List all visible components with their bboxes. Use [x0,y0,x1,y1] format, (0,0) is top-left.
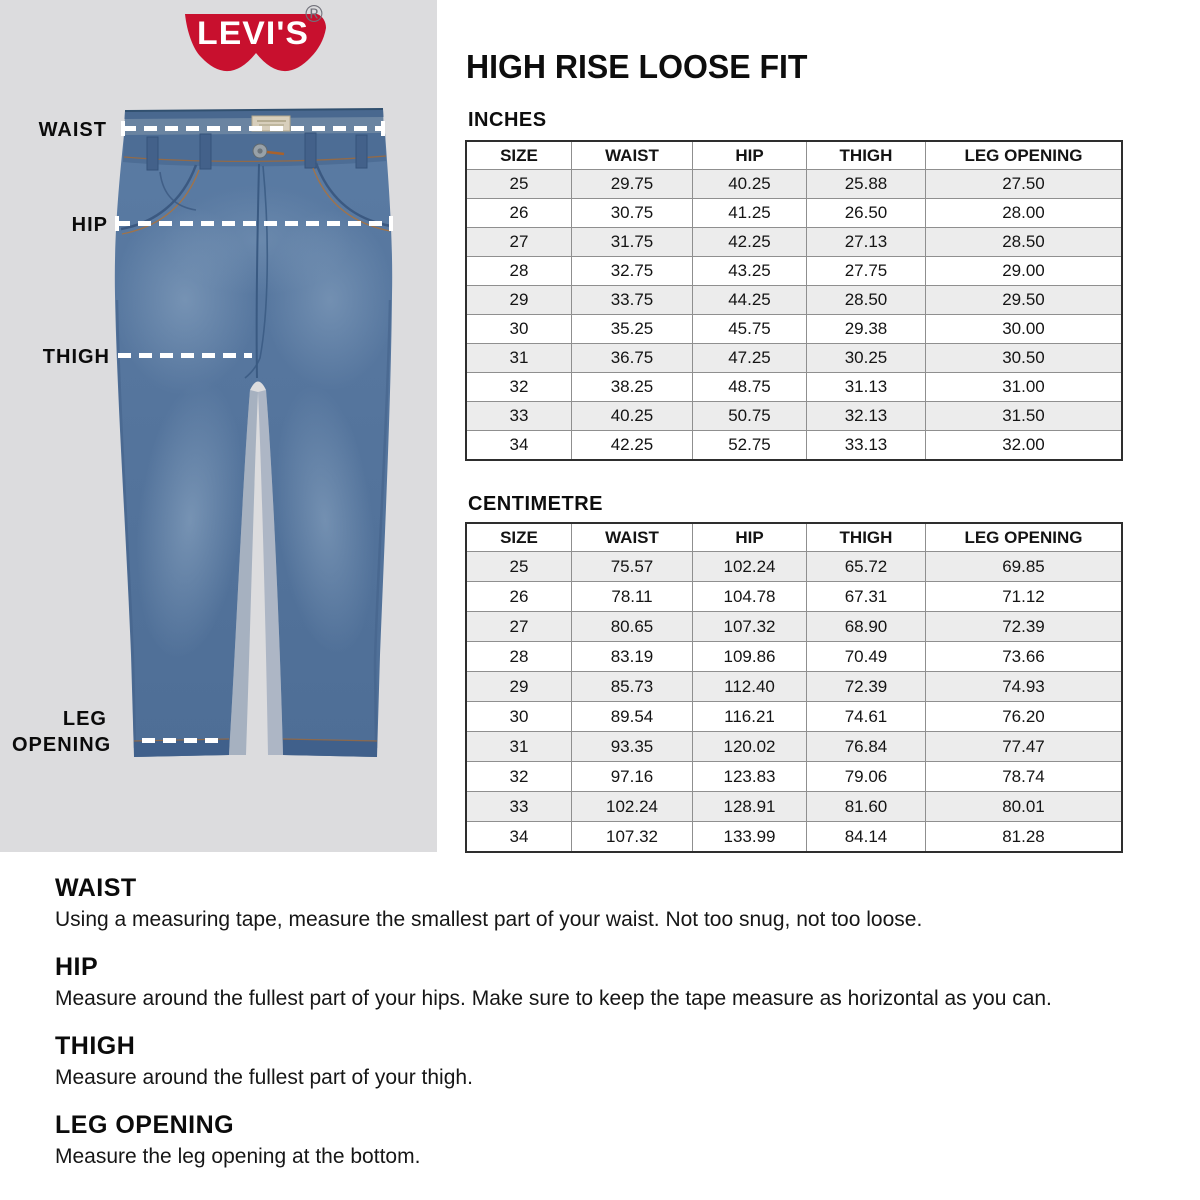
size-cell: 34 [466,431,572,461]
column-header: HIP [693,523,807,552]
column-header: THIGH [807,141,926,170]
column-header: WAIST [572,141,693,170]
size-cell: 30.75 [572,199,693,228]
instruction-block-hip [55,953,1170,1011]
size-cell: 29 [466,672,572,702]
size-cell: 31.50 [926,402,1123,431]
size-cell: 48.75 [693,373,807,402]
size-cell: 81.60 [807,792,926,822]
size-row [466,199,1122,228]
size-cell: 32.13 [807,402,926,431]
size-cell: 83.19 [572,642,693,672]
size-row [466,170,1122,199]
registered-trademark-icon: ® [305,1,323,28]
size-cell: 69.85 [926,552,1123,582]
size-cell: 67.31 [807,582,926,612]
column-header: HIP [693,141,807,170]
leg-opening-label-line1: LEG [62,708,107,730]
leg-opening-measure-line [142,738,221,743]
size-cell: 72.39 [926,612,1123,642]
size-cell: 29.50 [926,286,1123,315]
belt-loop [147,137,158,170]
size-cell: 29 [466,286,572,315]
size-cell: 97.16 [572,762,693,792]
size-cell: 33 [466,402,572,431]
size-cell: 50.75 [693,402,807,431]
size-cell: 84.14 [807,822,926,853]
column-header: THIGH [807,523,926,552]
belt-loop [305,133,316,168]
column-header: LEG OPENING [926,141,1123,170]
size-cell: 44.25 [693,286,807,315]
size-cell: 30 [466,315,572,344]
size-cell: 34 [466,822,572,853]
instruction-block-waist [55,874,1170,932]
centimetre-size-table [465,522,1123,853]
size-cell: 27.50 [926,170,1123,199]
size-cell: 31.75 [572,228,693,257]
size-cell: 29.38 [807,315,926,344]
size-cell: 29.00 [926,257,1123,286]
size-cell: 43.25 [693,257,807,286]
instruction-text: Measure the leg opening at the bottom. [55,1145,421,1168]
size-cell: 41.25 [693,199,807,228]
size-cell: 31 [466,732,572,762]
size-cell: 71.12 [926,582,1123,612]
size-row [466,315,1122,344]
size-row [466,228,1122,257]
instruction-heading: HIP [55,953,99,981]
size-cell: 33 [466,792,572,822]
size-cell: 28.50 [807,286,926,315]
column-header: LEG OPENING [926,523,1123,552]
size-cell: 89.54 [572,702,693,732]
measuring-instructions [55,874,1170,1190]
size-cell: 27 [466,228,572,257]
size-cell: 28 [466,642,572,672]
size-cell: 85.73 [572,672,693,702]
inches-size-table [465,140,1123,461]
header-row [466,141,1122,170]
levis-logo [180,0,330,95]
size-cell: 52.75 [693,431,807,461]
size-row [466,612,1122,642]
size-row [466,672,1122,702]
leg-opening-label-line2: OPENING [12,734,112,756]
size-cell: 123.83 [693,762,807,792]
waist-label: WAIST [38,119,107,141]
size-cell: 38.25 [572,373,693,402]
size-cell: 65.72 [807,552,926,582]
size-cell: 29.75 [572,170,693,199]
size-cell: 40.25 [572,402,693,431]
size-cell: 27.13 [807,228,926,257]
jeans-diagram-panel [0,0,437,852]
size-row [466,822,1122,853]
size-cell: 27.75 [807,257,926,286]
instruction-block-thigh [55,1032,1170,1090]
size-cell: 74.61 [807,702,926,732]
instruction-heading: LEG OPENING [55,1111,235,1139]
size-cell: 73.66 [926,642,1123,672]
thigh-measure-line [118,353,252,358]
instruction-block-leg-opening [55,1111,1170,1169]
waist-measure-line [123,126,383,131]
size-cell: 128.91 [693,792,807,822]
size-cell: 74.93 [926,672,1123,702]
inches-table-label: INCHES [468,109,547,131]
size-cell: 116.21 [693,702,807,732]
size-cell: 102.24 [693,552,807,582]
size-cell: 112.40 [693,672,807,702]
size-cell: 42.25 [693,228,807,257]
centimetre-table-label: CENTIMETRE [468,493,603,515]
size-cell: 77.47 [926,732,1123,762]
size-row [466,257,1122,286]
size-cell: 107.32 [693,612,807,642]
size-cell: 31.00 [926,373,1123,402]
size-row [466,732,1122,762]
size-cell: 25.88 [807,170,926,199]
size-cell: 133.99 [693,822,807,853]
size-cell: 78.11 [572,582,693,612]
size-cell: 30.50 [926,344,1123,373]
size-row [466,702,1122,732]
size-cell: 70.49 [807,642,926,672]
size-row [466,431,1122,461]
page-title: HIGH RISE LOOSE FIT [466,48,808,85]
size-cell: 76.84 [807,732,926,762]
size-cell: 32 [466,373,572,402]
header-row [466,523,1122,552]
size-cell: 35.25 [572,315,693,344]
size-cell: 28 [466,257,572,286]
thigh-label: THIGH [42,346,110,368]
size-cell: 25 [466,552,572,582]
size-cell: 79.06 [807,762,926,792]
size-cell: 45.75 [693,315,807,344]
column-header: SIZE [466,141,572,170]
instruction-text: Measure around the fullest part of your hips. Make sure to keep the tape measure as horizontal as you can. [55,987,1052,1010]
size-cell: 32.75 [572,257,693,286]
size-cell: 76.20 [926,702,1123,732]
size-cell: 30 [466,702,572,732]
size-row [466,582,1122,612]
size-cell: 93.35 [572,732,693,762]
size-row [466,373,1122,402]
column-header: WAIST [572,523,693,552]
size-cell: 27 [466,612,572,642]
instruction-heading: WAIST [55,874,137,902]
instruction-heading: THIGH [55,1032,136,1060]
size-cell: 25 [466,170,572,199]
instruction-text: Measure around the fullest part of your thigh. [55,1066,473,1089]
size-cell: 26 [466,199,572,228]
size-cell: 40.25 [693,170,807,199]
size-cell: 33.13 [807,431,926,461]
size-cell: 31 [466,344,572,373]
size-cell: 26 [466,582,572,612]
size-row [466,552,1122,582]
hip-label: HIP [71,214,108,236]
size-cell: 28.50 [926,228,1123,257]
size-cell: 109.86 [693,642,807,672]
size-row [466,286,1122,315]
size-cell: 104.78 [693,582,807,612]
size-row [466,344,1122,373]
size-cell: 72.39 [807,672,926,702]
size-cell: 102.24 [572,792,693,822]
size-cell: 33.75 [572,286,693,315]
size-cell: 42.25 [572,431,693,461]
size-cell: 107.32 [572,822,693,853]
instruction-text: Using a measuring tape, measure the smallest part of your waist. Not too snug, not too loose. [55,908,923,931]
size-cell: 32.00 [926,431,1123,461]
size-cell: 78.74 [926,762,1123,792]
size-cell: 81.28 [926,822,1123,853]
size-cell: 75.57 [572,552,693,582]
size-row [466,762,1122,792]
belt-loop [356,135,367,168]
size-cell: 120.02 [693,732,807,762]
hip-measure-line [117,221,391,226]
size-cell: 32 [466,762,572,792]
leg-opening-label [12,706,112,758]
size-cell: 30.25 [807,344,926,373]
logo-wordmark: LEVI'S [197,15,309,51]
size-cell: 68.90 [807,612,926,642]
size-cell: 26.50 [807,199,926,228]
size-cell: 36.75 [572,344,693,373]
size-cell: 28.00 [926,199,1123,228]
size-cell: 80.01 [926,792,1123,822]
size-row [466,402,1122,431]
size-row [466,792,1122,822]
size-cell: 31.13 [807,373,926,402]
belt-loop [200,134,211,169]
size-row [466,642,1122,672]
column-header: SIZE [466,523,572,552]
size-cell: 47.25 [693,344,807,373]
size-cell: 80.65 [572,612,693,642]
size-cell: 30.00 [926,315,1123,344]
